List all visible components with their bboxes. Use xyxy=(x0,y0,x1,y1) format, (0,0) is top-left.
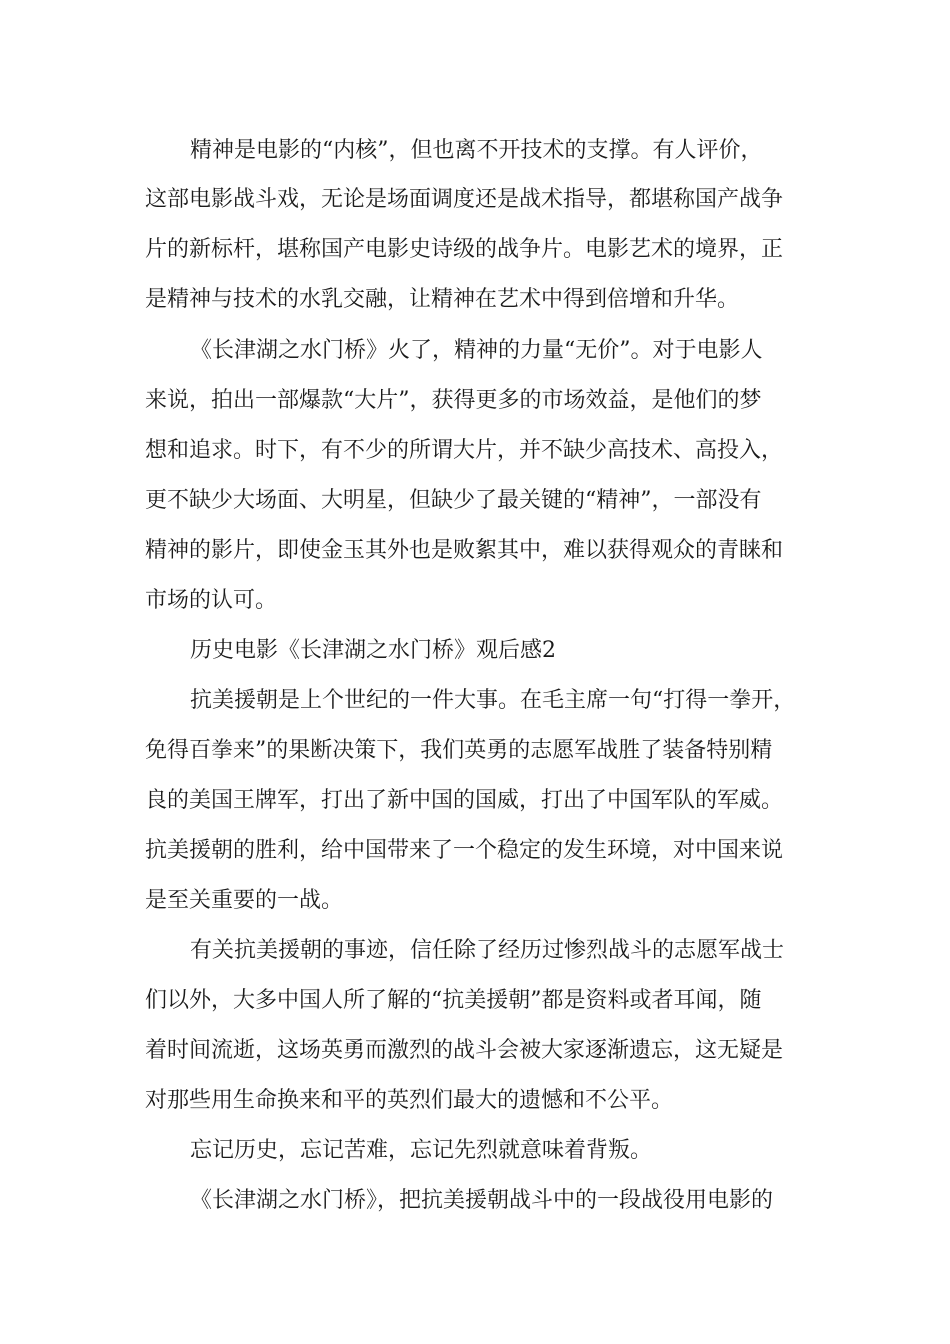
text-line: 精神是电影的“内核”，但也离不开技术的支撑。有人评价， xyxy=(190,138,763,163)
text-line: 着时间流逝，这场英勇而激烈的战斗会被大家逐渐遗忘，这无疑是 xyxy=(145,1038,784,1063)
text-line: 市场的认可。 xyxy=(145,588,278,613)
text-line: 是精神与技术的水乳交融，让精神在艺术中得到倍增和升华。 xyxy=(145,287,740,312)
text-line: 这部电影战斗戏，无论是场面调度还是战术指导，都堪称国产战争 xyxy=(145,187,784,212)
text-line: 免得百拳来”的果断决策下，我们英勇的志愿军战胜了装备特别精 xyxy=(145,738,773,763)
section-heading: 历史电影《长津湖之水门桥》观后感2 xyxy=(190,638,556,663)
text-line: 来说，拍出一部爆款“大片”，获得更多的市场效益，是他们的梦 xyxy=(145,388,762,413)
text-line: 《长津湖之水门桥》火了，精神的力量“无价”。对于电影人 xyxy=(190,338,763,363)
text-line: 是至关重要的一战。 xyxy=(145,888,344,913)
text-line: 片的新标杆，堪称国产电影史诗级的战争片。电影艺术的境界，正 xyxy=(145,237,784,262)
text-line: 更不缺少大场面、大明星，但缺少了最关键的“精神”，一部没有 xyxy=(145,488,762,513)
text-line: 们以外，大多中国人所了解的“抗美援朝”都是资料或者耳闻，随 xyxy=(145,988,762,1013)
text-line: 忘记历史，忘记苦难，忘记先烈就意味着背叛。 xyxy=(190,1138,653,1163)
text-line: 抗美援朝的胜利，给中国带来了一个稳定的发生环境，对中国来说 xyxy=(145,838,784,863)
text-line: 抗美援朝是上个世纪的一件大事。在毛主席一句“打得一拳开， xyxy=(190,688,796,713)
text-line: 想和追求。时下，有不少的所谓大片，并不缺少高技术、高投入， xyxy=(145,438,784,463)
text-line: 对那些用生命换来和平的英烈们最大的遗憾和不公平。 xyxy=(145,1088,674,1113)
text-line: 精神的影片，即使金玉其外也是败絮其中，难以获得观众的青睐和 xyxy=(145,538,784,563)
text-line: 良的美国王牌军，打出了新中国的国威，打出了中国军队的军威。 xyxy=(145,788,784,813)
text-line: 《长津湖之水门桥》，把抗美援朝战斗中的一段战役用电影的 xyxy=(190,1188,774,1213)
text-line: 有关抗美援朝的事迹，信任除了经历过惨烈战斗的志愿军战士 xyxy=(190,938,785,963)
